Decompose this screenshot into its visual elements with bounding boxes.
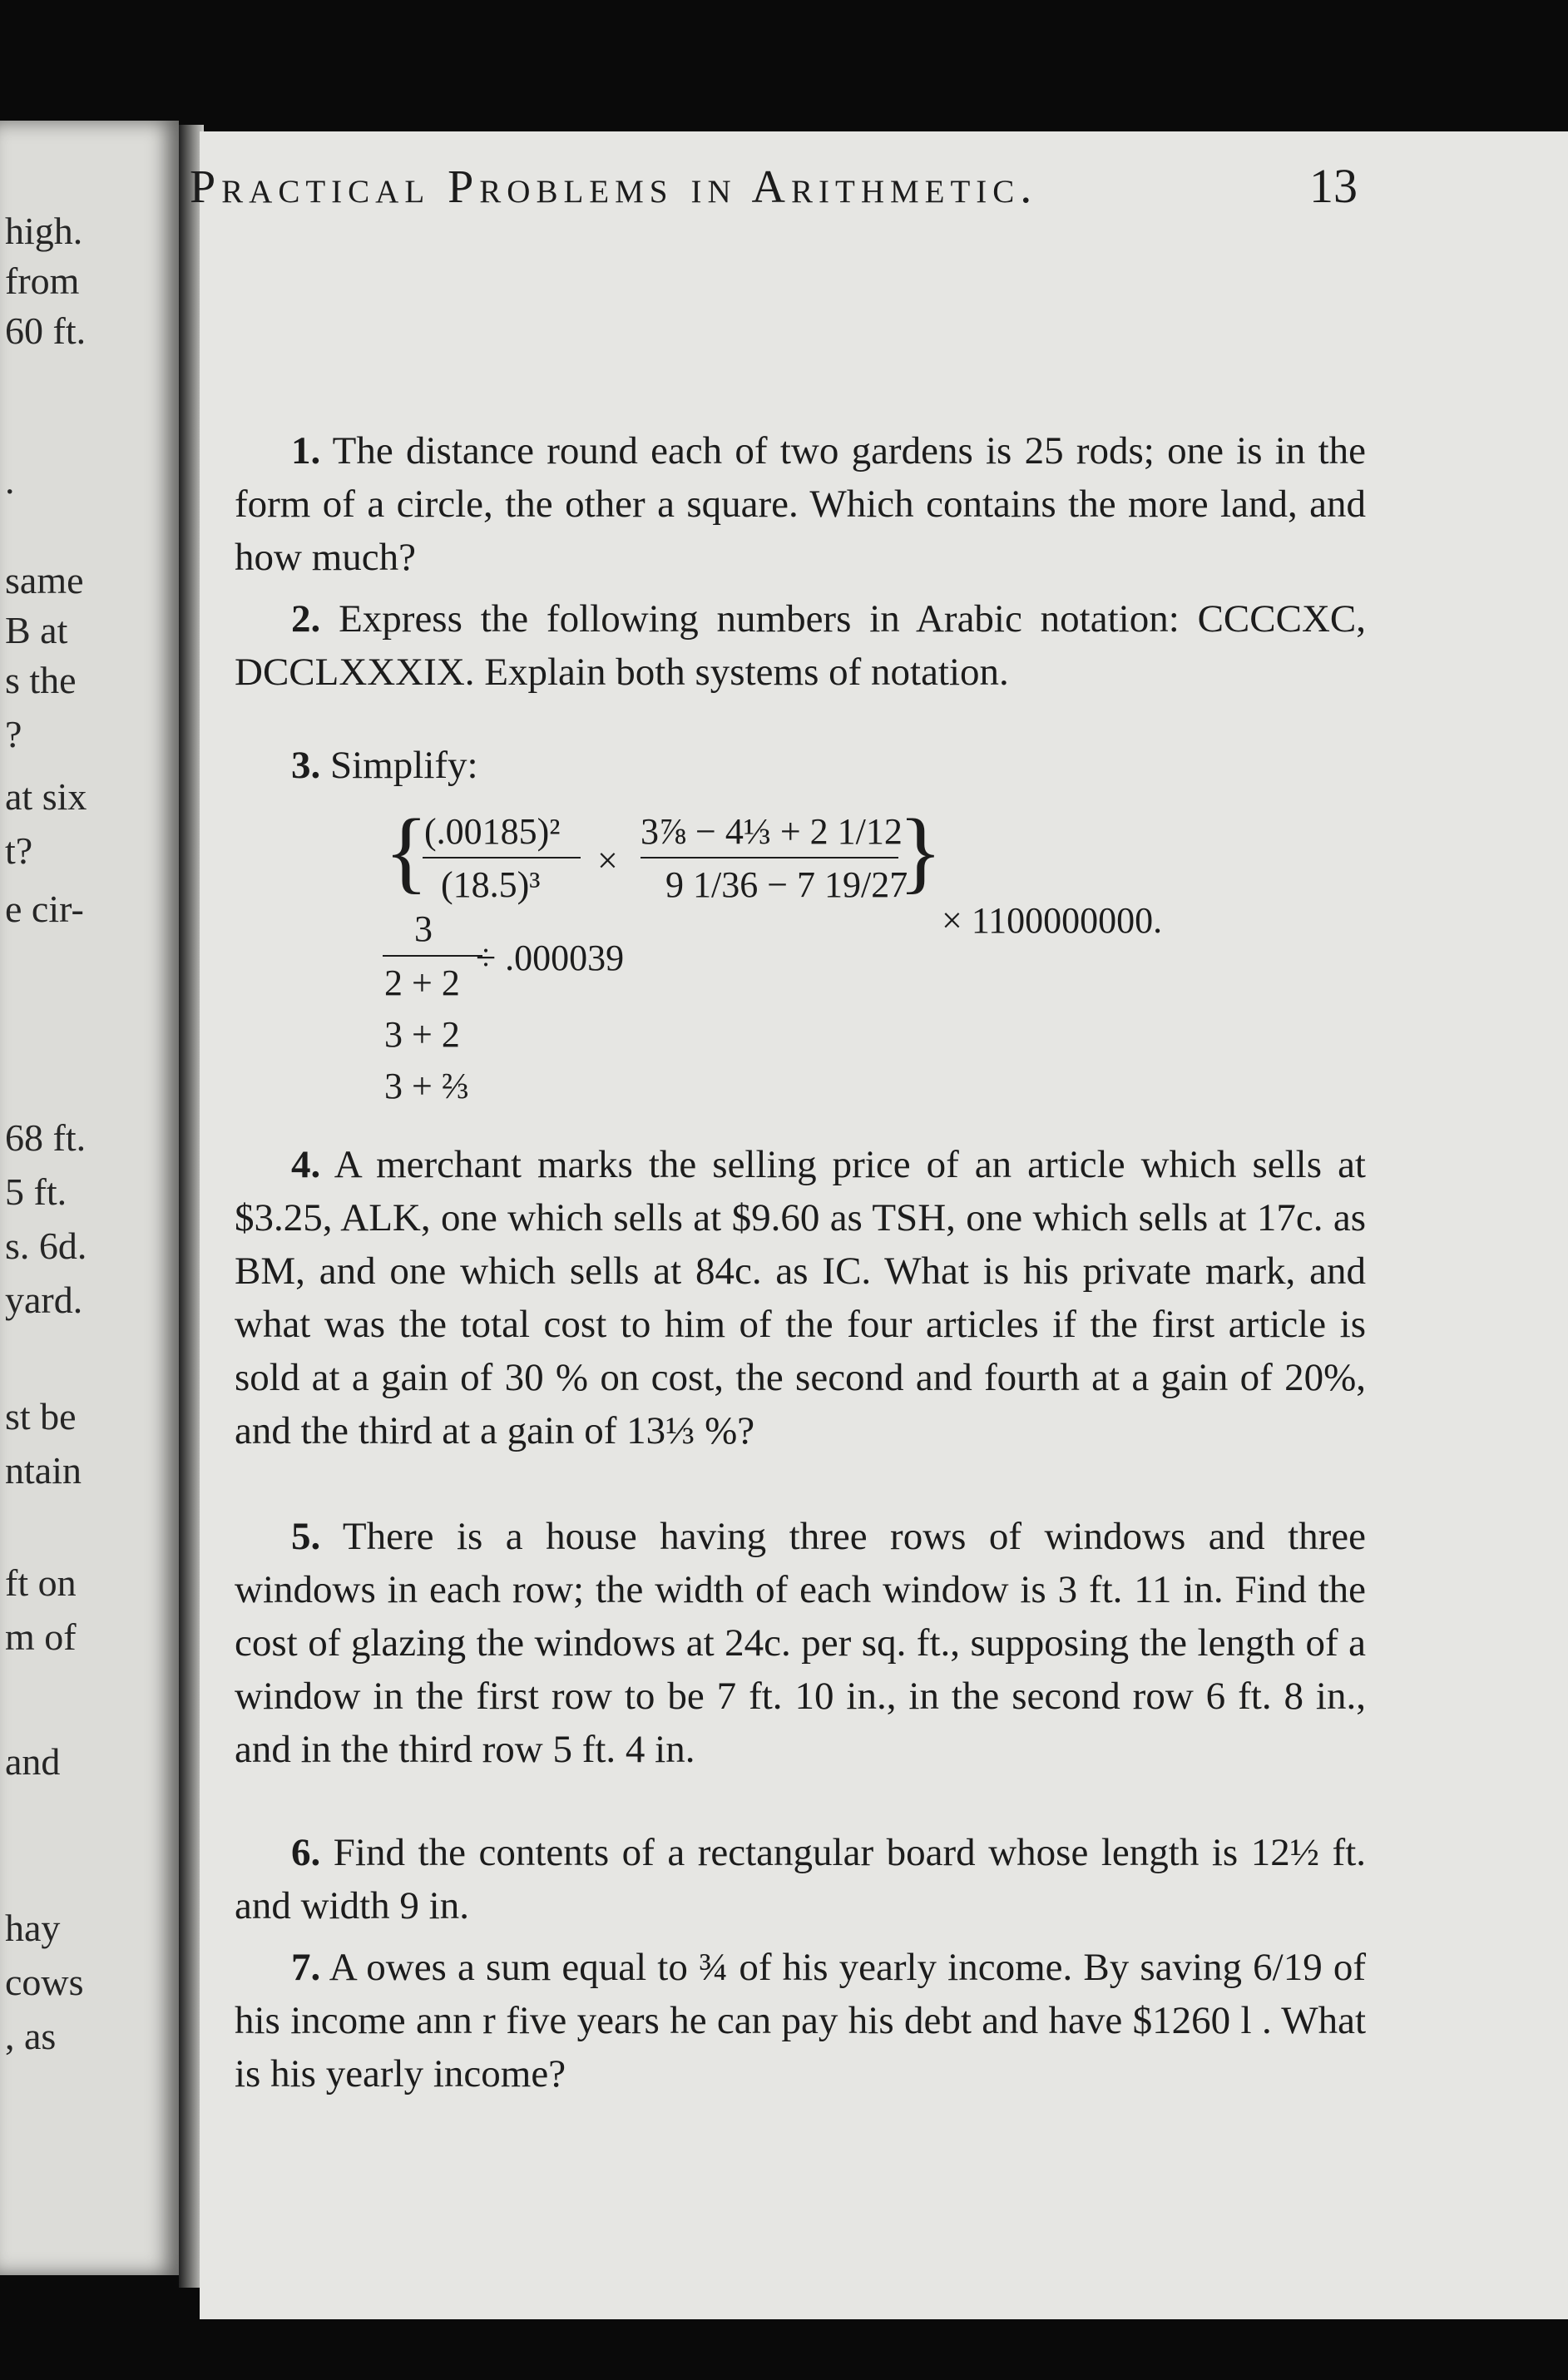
- left-page-line: hay: [5, 1907, 61, 1949]
- left-page-line: t?: [5, 829, 33, 872]
- divide-term: ÷ .000039: [476, 938, 625, 978]
- left-brace-glyph: {: [384, 800, 428, 902]
- left-page-line: ?: [5, 713, 22, 755]
- problem-text: A owes a sum equal to ¾ of his yearly income. By saving 6/19 of his income ann r five years he can pay his debt and have $1260 l . What is his yearly income?: [235, 1946, 1366, 2095]
- page-header: [190, 158, 1358, 233]
- left-page-line: at six: [5, 775, 87, 818]
- continued-fraction-bar-1: [383, 955, 482, 957]
- problem-number: 5.: [291, 1515, 321, 1558]
- left-page-line: and: [5, 1740, 61, 1783]
- left-page-line: cows: [5, 1961, 84, 2003]
- left-page-line: .: [5, 459, 15, 502]
- problem-text: Find the contents of a rectangular board whose length is 12½ ft. and width 9 in.: [235, 1831, 1367, 1927]
- problem-text: The distance round each of two gardens is 25 rods; one is in the form of a circle, the other a square. Which contains the more land, and how much?: [235, 429, 1366, 579]
- running-title: Practical Problems in Arithmetic.: [190, 161, 1038, 213]
- problem-text: Simplify:: [330, 744, 478, 787]
- problem-number: 4.: [291, 1143, 321, 1186]
- continued-fraction-line-2: 3 + 2: [384, 1014, 460, 1055]
- left-page-margin: [0, 121, 179, 2275]
- left-page-line: s. 6d.: [5, 1225, 87, 1267]
- multiplier: × 1100000000.: [942, 900, 1163, 941]
- times-sign: ×: [597, 840, 618, 881]
- left-page-line: B at: [5, 609, 68, 651]
- fraction-1-bar: [423, 857, 581, 858]
- fraction-2-bar: [641, 857, 898, 858]
- page-number: 13: [1309, 159, 1358, 213]
- continued-fraction-line-1: 2 + 2: [384, 962, 460, 1003]
- left-page-line: yard.: [5, 1279, 83, 1321]
- left-page-line: 5 ft.: [5, 1170, 67, 1213]
- problem-5: [235, 1510, 1366, 1776]
- left-page-line: e cir-: [5, 888, 84, 930]
- problem-1: [235, 424, 1366, 584]
- problem-2: [235, 592, 1366, 699]
- fraction-2-denominator: 9 1/36 − 7 19/27: [665, 864, 908, 905]
- left-page-line: ft on: [5, 1561, 77, 1604]
- left-page-line: st be: [5, 1395, 77, 1437]
- continued-fraction-top: 3: [414, 908, 433, 949]
- fraction-1-denominator: (18.5)³: [441, 864, 541, 905]
- problem-6: [235, 1826, 1366, 1932]
- problem-text: Express the following numbers in Arabic notation: CCCCXC, DCCLXXXIX. Explain both systems of notation.: [235, 597, 1367, 694]
- right-brace-glyph: }: [898, 800, 942, 902]
- left-page-line: , as: [5, 2015, 57, 2057]
- problem-number: 3.: [291, 744, 321, 787]
- left-page-line: high.: [5, 210, 83, 252]
- left-page-line: same: [5, 559, 84, 601]
- problem-text: There is a house having three rows of windows and three windows in each row; the width of each window is 3 ft. 11 in. Find the cost of glazing the windows at 24c. per sq. ft., supposing the length of a window in the first row to be 7 ft. 10 in., in the second row 6 ft. 8 in., and in the third row 5 ft. 4 in.: [235, 1515, 1367, 1771]
- problem-number: 1.: [291, 429, 321, 473]
- left-page-line: s the: [5, 659, 77, 701]
- continued-fraction-line-3: 3 + ⅔: [384, 1066, 469, 1106]
- problem-7: [235, 1941, 1366, 2100]
- left-page-line: from: [5, 260, 80, 302]
- problem-4: [235, 1138, 1366, 1457]
- left-page-line: m of: [5, 1616, 77, 1658]
- problem-number: 2.: [291, 597, 321, 641]
- left-page-line: 60 ft.: [5, 309, 87, 352]
- fraction-1-numerator: (.00185)²: [424, 811, 561, 852]
- left-page-line: 68 ft.: [5, 1116, 87, 1159]
- fraction-2-numerator: 3⅞ − 4⅓ + 2 1/12: [641, 811, 903, 852]
- problem-3: [235, 739, 1366, 792]
- problem-number: 7.: [291, 1946, 321, 1989]
- problem-number: 6.: [291, 1831, 321, 1874]
- left-page-line: ntain: [5, 1449, 82, 1492]
- problem-text: A merchant marks the selling price of an article which sells at $3.25, ALK, one which sells at $9.60 as TSH, one which sells at 17c. as BM, and one which sells at 84c. as IC. What is his private mark, and what was the total cost to him of the four articles if the first article is sold at a gain of 30 % on cost, the second and fourth at a gain of 20%, and the third at a gain of 13⅓ %?: [235, 1143, 1366, 1452]
